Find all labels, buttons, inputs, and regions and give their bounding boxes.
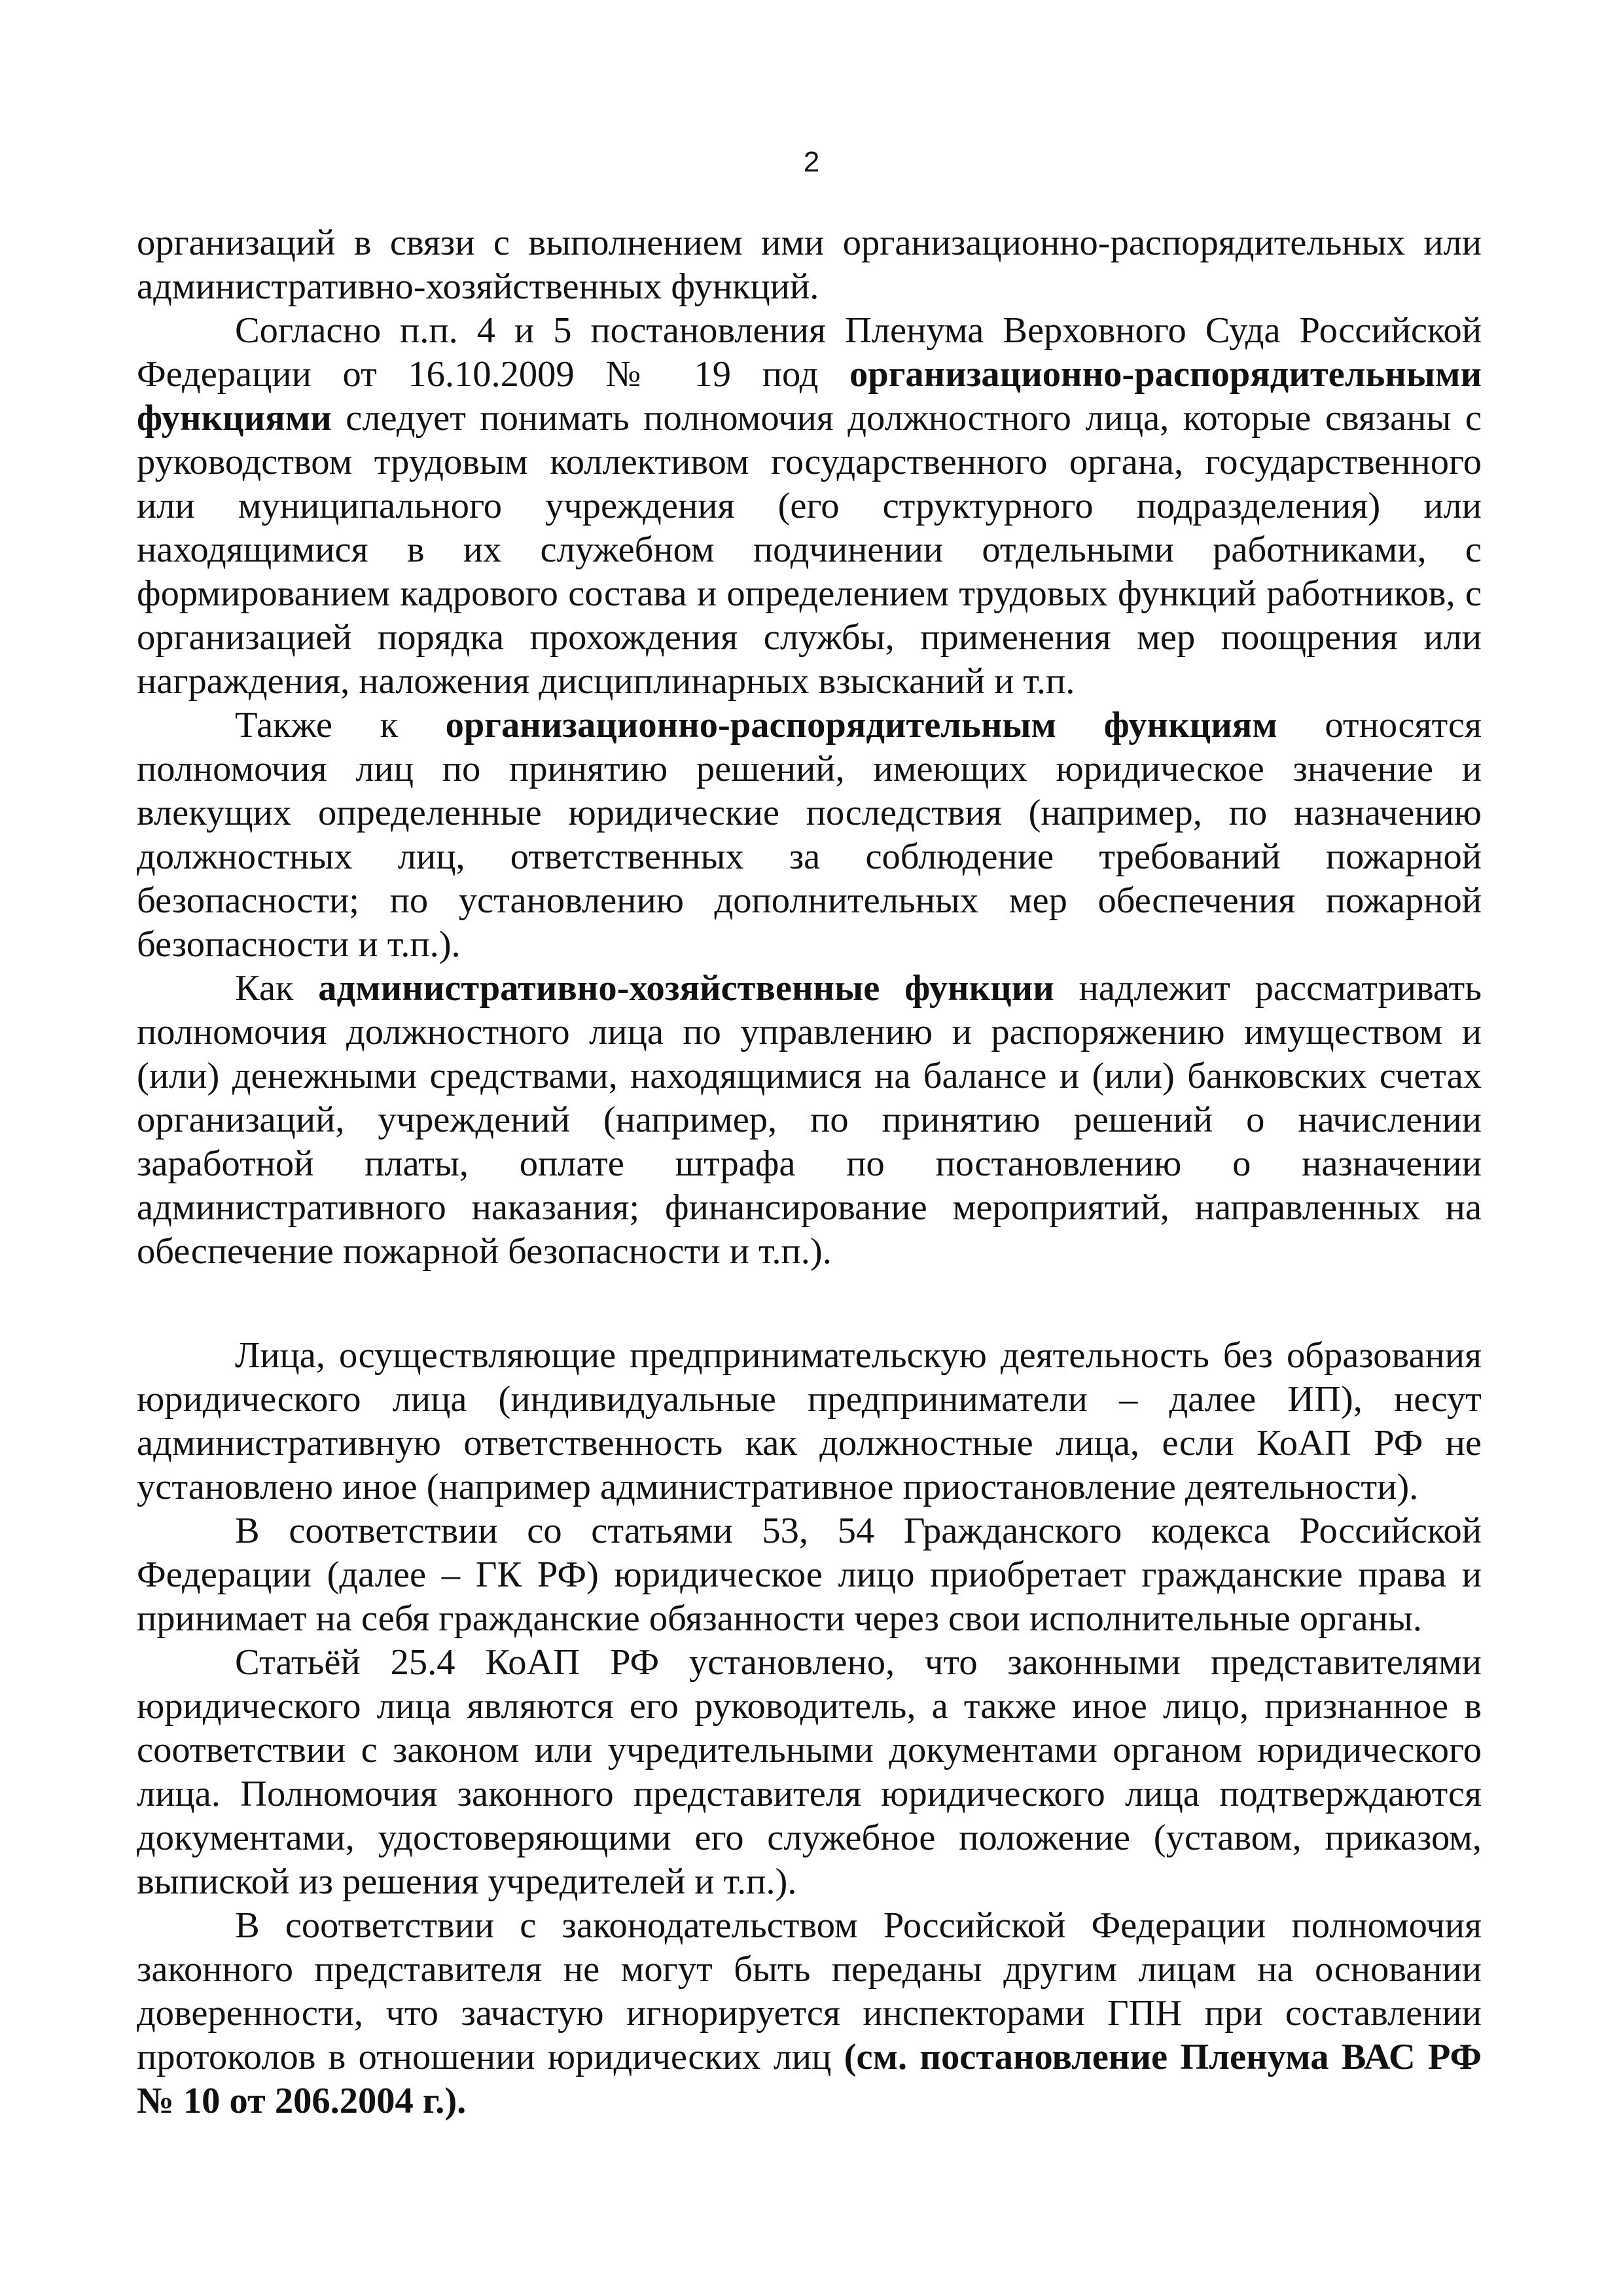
paragraph-text: Как — [235, 968, 319, 1009]
paragraph-text: В соответствии со статьями 53, 54 Гражданского кодекса Российской Федерации (далее – ГК РФ) юридическое лицо приобретает гражданские права и принимает на себя гражданские обязанности через свои исполнительные органы. — [137, 1511, 1482, 1639]
document-body — [137, 221, 1482, 2123]
page-number: 2 — [803, 146, 820, 178]
bold-term: организационно-распорядительным функциям — [445, 705, 1277, 745]
paragraph-8-power-of-attorney — [137, 1904, 1482, 2123]
paragraph-text: Статьёй 25.4 КоАП РФ установлено, что законными представителями юридического лица являются его руководитель, а также иное лицо, признанное в соответствии с законом или учредительными документами органом юридического лица. Полномочия законного представителя юридического лица подтверждаются документами, удостоверяющими его служебное положение (уставом, приказом, выпиской из решения учредителей и т.п.). — [137, 1642, 1482, 1902]
paragraph-text: следует понимать полномочия должностного лица, которые связаны с руководством трудовым коллективом государственного органа, государственного или муниципального учреждения (его структурного подразделения) или находящимися в их служебном подчинении отдельными работниками, с формированием кадрового состава и определением трудовых функций работников, с организацией порядка прохождения службы, применения мер поощрения или награждения, наложения дисциплинарных взысканий и т.п. — [137, 398, 1482, 702]
paragraph-2-org-functions-definition — [137, 309, 1482, 704]
paragraph-5-individual-entrepreneurs — [137, 1334, 1482, 1509]
paragraph-text: Согласно п.п. 4 и 5 постановления Пленума Верховного Суда Российской Федерации от 16.10.2009 № 19 под — [137, 310, 1482, 395]
paragraph-3-org-functions-examples — [137, 704, 1482, 967]
paragraph-4-admin-functions — [137, 967, 1482, 1274]
paragraph-text: организаций в связи с выполнением ими организационно-распорядительных или административно-хозяйственных функций. — [137, 223, 1482, 307]
paragraph-1-continuation — [137, 221, 1482, 309]
paragraph-text: надлежит рассматривать полномочия должностного лица по управлению и распоряжению имуществом и (или) денежными средствами, находящимися на балансе и (или) банковских счетах организаций, учреждений (например, по принятию решений о начислении заработной платы, оплате штрафа по постановлению о назначении административного наказания; финансирование мероприятий, направленных на обеспечение пожарной безопасности и т.п.). — [137, 968, 1482, 1272]
paragraph-7-legal-representatives — [137, 1641, 1482, 1904]
paragraph-6-civil-code — [137, 1509, 1482, 1641]
paragraph-text: Также к — [235, 705, 446, 745]
paragraph-text: В соответствии с законодательством Российской Федерации полномочия законного представителя не могут быть переданы другим лицам на основании доверенности, что зачастую игнорируется инспекторами ГПН при составлении протоколов в отношении юридических лиц — [137, 1905, 1482, 2077]
bold-term: организационно-распорядительными функциями — [137, 354, 1482, 439]
bold-reference: (см. постановление Пленума ВАС РФ № 10 от 206.2004 г.). — [137, 2037, 1482, 2121]
paragraph-text: относятся полномочия лиц по принятию решений, имеющих юридическое значение и влекущих определенные юридические последствия (например, по назначению должностных лиц, ответственных за соблюдение требований пожарной безопасности; по установлению дополнительных мер обеспечения пожарной безопасности и т.п.). — [137, 705, 1482, 965]
paragraph-text: Лица, осуществляющие предпринимательскую деятельность без образования юридического лица (индивидуальные предприниматели – далее ИП), несут административную ответственность как должностные лица, если КоАП РФ не установлено иное (например административное приостановление деятельности). — [137, 1335, 1482, 1507]
bold-term: административно-хозяйственные функции — [318, 968, 1054, 1009]
